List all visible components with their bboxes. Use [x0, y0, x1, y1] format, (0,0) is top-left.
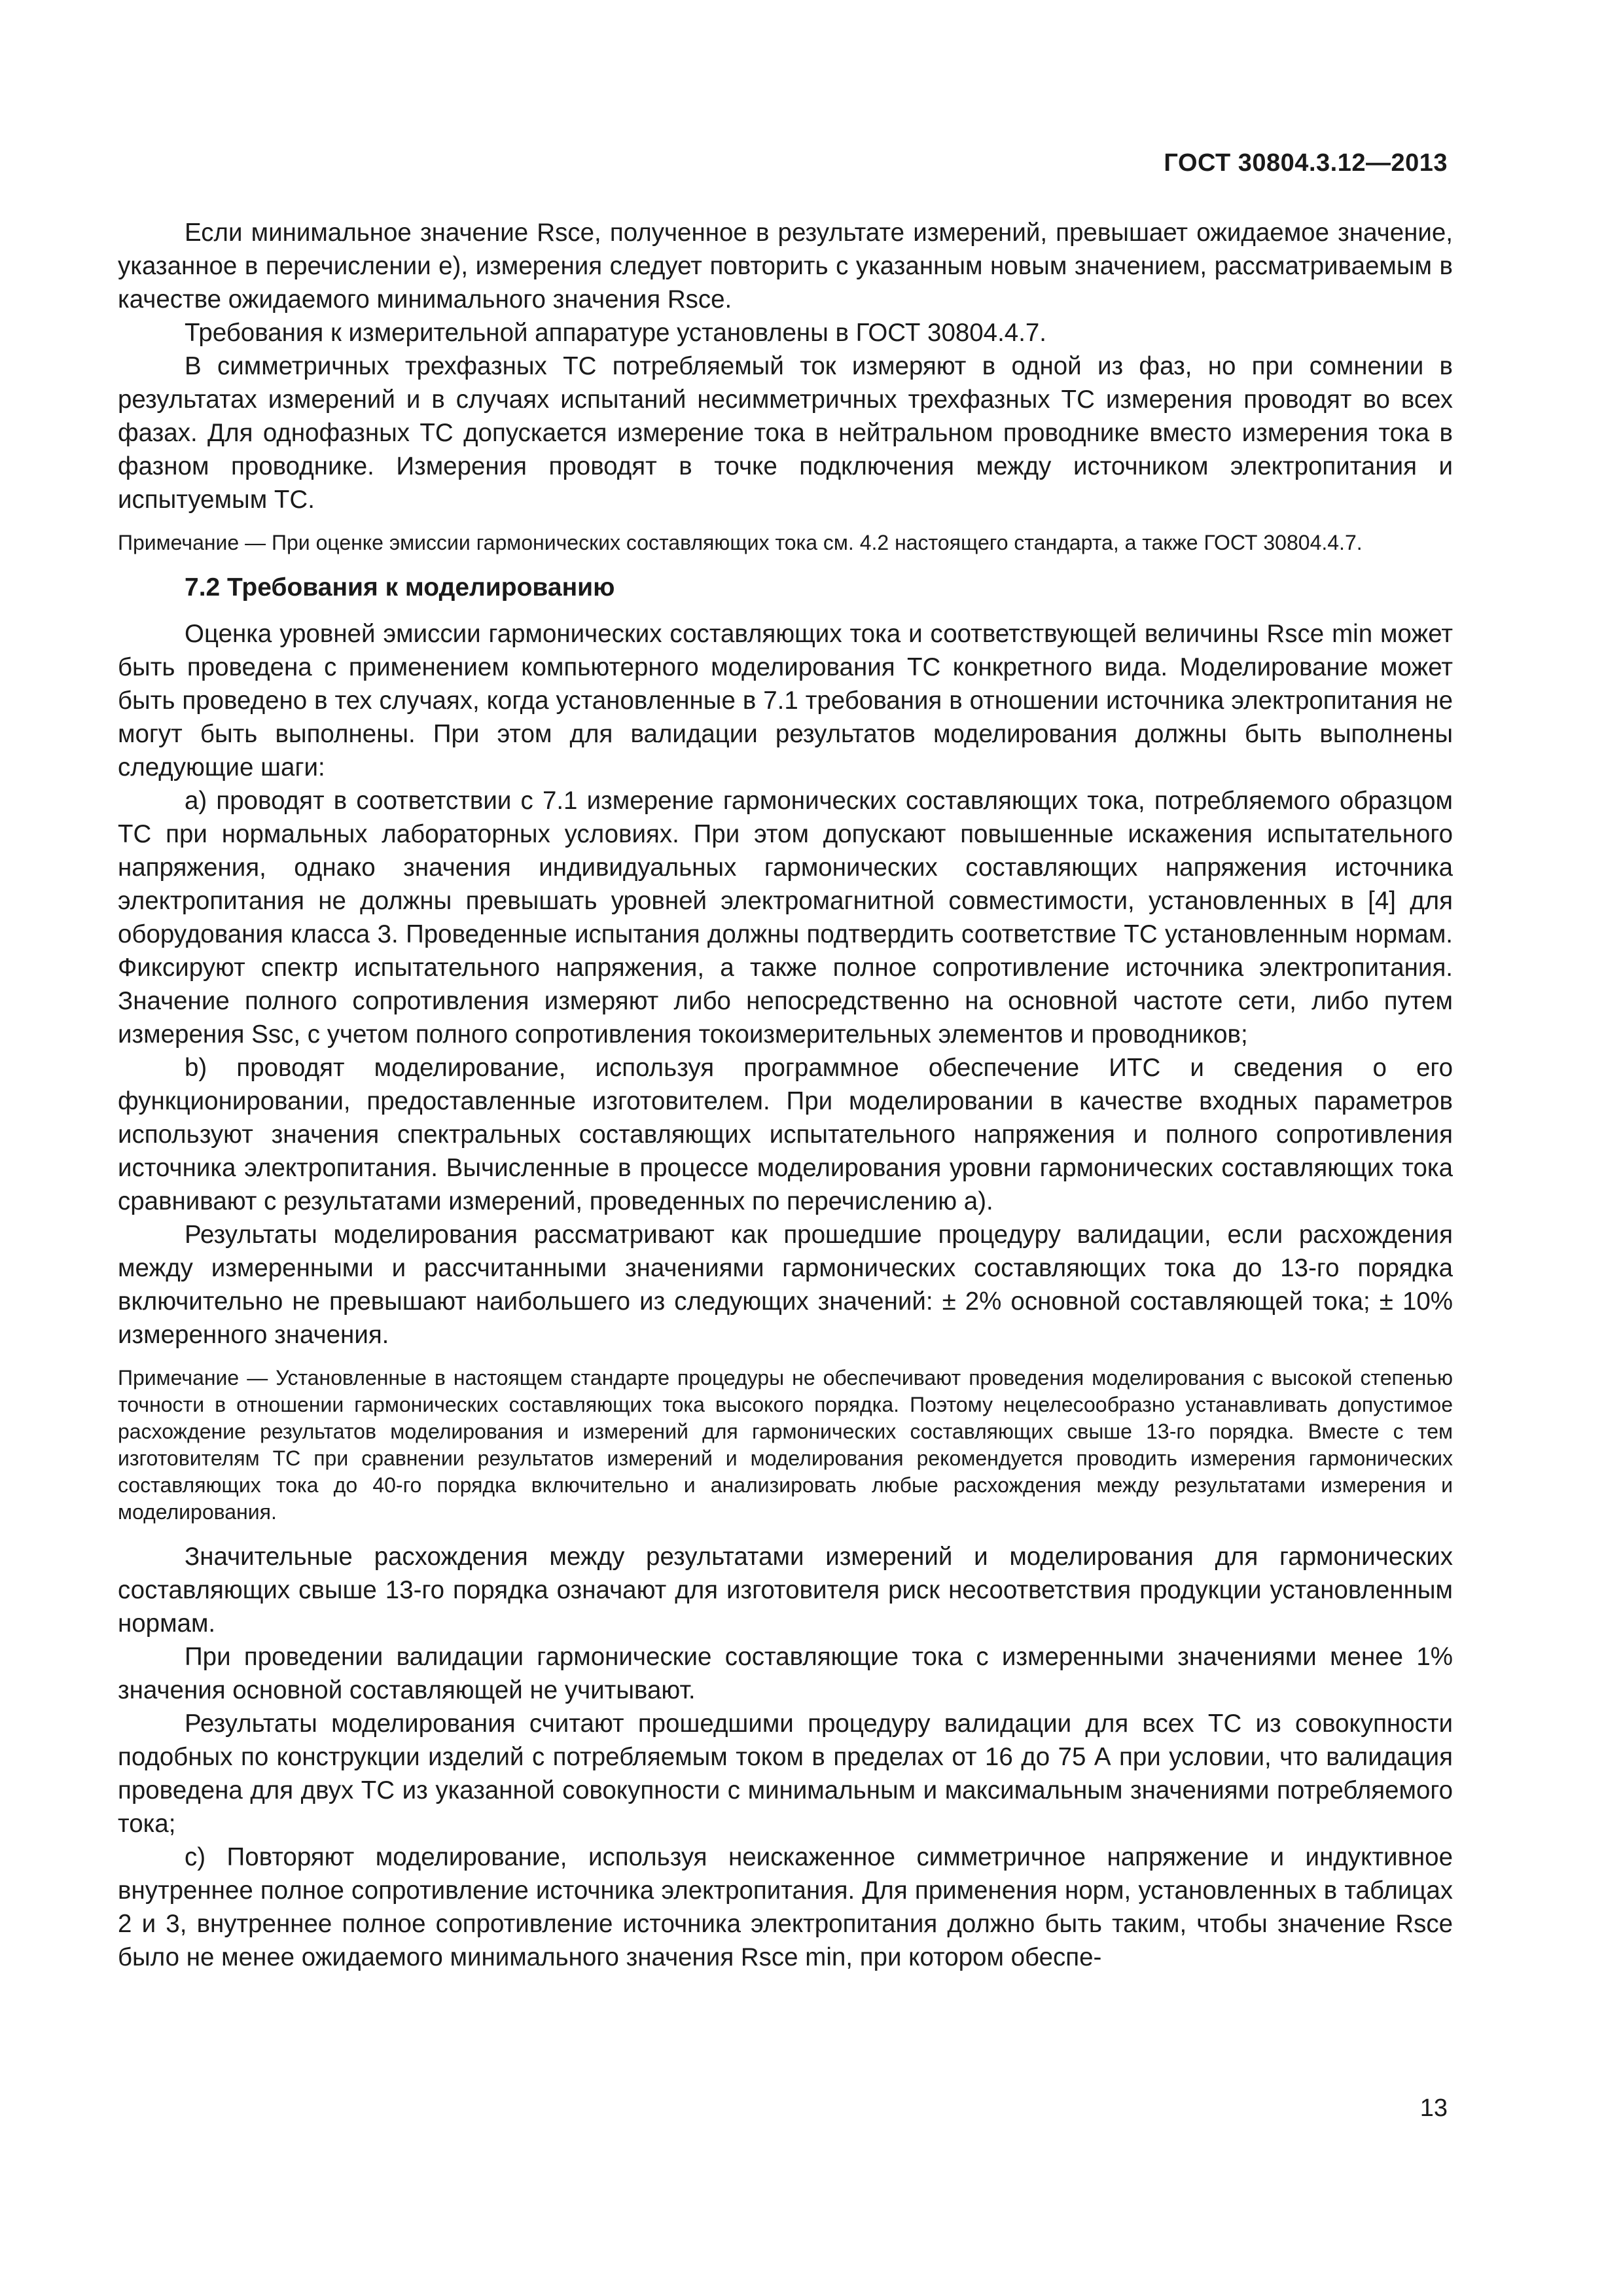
paragraph-8: Результаты моделирования считают прошедшими процедуру валидации для всех ТС из совокупности подобных по конструкции изделий с потребляемым током в пределах от 16 до 75 А при условии, что валидация проведена для двух ТС из указанной совокупности с минимальным и максимальным значениями потребляемого тока;: [118, 1710, 1453, 1838]
list-item-c: с) Повторяют моделирование, используя неискаженное симметричное напряжение и индуктивное внутреннее полное сопротивление источника электропитания. Для применения норм, установленных в таблицах 2 и 3, внутреннее полное сопротивление источника электропитания должно быть таким, чтобы значение Rsce было не менее ожидаемого минимального значения Rsce min, при котором обеспе-: [118, 1843, 1453, 1971]
paragraph-7: При проведении валидации гармонические составляющие тока с измеренными значениями менее 1% значения основной составляющей не учитывают.: [118, 1643, 1453, 1704]
paragraph-3: В симметричных трехфазных ТС потребляемый ток измеряют в одной из фаз, но при сомнении в результатах измерений и в случаях испытаний несимметричных трехфазных ТС измерения проводят во всех фазах. Для однофазных ТС допускается измерение тока в нейтральном проводнике вместо измерения тока в фазном проводнике. Измерения проводят в точке подключения между источником электропитания и испытуемым ТС.: [118, 352, 1453, 514]
section-heading: 7.2 Требования к моделированию: [185, 573, 615, 601]
paragraph-4: Оценка уровней эмиссии гармонических составляющих тока и соответствующей величины Rsce min может быть проведена с применением компьютерного моделирования ТС конкретного вида. Моделирование может быть проведено в тех случаях, когда установленные в 7.1 требования в отношении источника электропитания не могут быть выполнены. При этом для валидации результатов моделирования должны быть выполнены следующие шаги:: [118, 620, 1453, 781]
paragraph-2: Требования к измерительной аппаратуре установлены в ГОСТ 30804.4.7.: [185, 319, 1047, 347]
page-body: [118, 216, 1453, 1974]
paragraph-6: Значительные расхождения между результатами измерений и моделирования для гармонических составляющих свыше 13-го порядка означают для изготовителя риск несоответствия продукции установленным нормам.: [118, 1543, 1453, 1638]
paragraph-1: Если минимальное значение Rsce, полученное в результате измерений, превышает ожидаемое значение, указанное в перечислении е), измерения следует повторить с указанным новым значением, рассматриваемым в качестве ожидаемого минимального значения Rsce.: [118, 219, 1453, 314]
list-item-b: b) проводят моделирование, используя программное обеспечение ИТС и сведения о его функционировании, предоставленные изготовителем. При моделировании в качестве входных параметров используют значения спектральных составляющих испытательного напряжения и полного сопротивления источника электропитания. Вычисленные в процессе моделирования уровни гармонических составляющих тока сравнивают с результатами измерений, проведенных по перечислению а).: [118, 1054, 1453, 1215]
list-item-a: а) проводят в соответствии с 7.1 измерение гармонических составляющих тока, потребляемого образцом ТС при нормальных лабораторных условиях. При этом допускают повышенные искажения испытательного напряжения, однако значения индивидуальных гармонических составляющих напряжения источника электропитания не должны превышать уровней электромагнитной совместимости, установленных в [4] для оборудования класса 3. Проведенные испытания должны подтвердить соответствие ТС установленным нормам. Фиксируют спектр испытательного напряжения, а также полное сопротивление источника электропитания. Значение полного сопротивления измеряют либо непосредственно на основной частоте сети, либо путем измерения Ssc, с учетом полного сопротивления токоизмерительных элементов и проводников;: [118, 787, 1453, 1049]
page-number: 13: [1419, 2094, 1448, 2122]
paragraph-5: Результаты моделирования рассматривают как прошедшие процедуру валидации, если расхождения между измеренными и рассчитанными значениями гармонических составляющих тока до 13-го порядка включительно не превышают наибольшего из следующих значений: ± 2% основной составляющей тока; ± 10% измеренного значения.: [118, 1221, 1453, 1349]
document-header: ГОСТ 30804.3.12—2013: [1164, 149, 1448, 177]
note-2: Примечание — Установленные в настоящем стандарте процедуры не обеспечивают проведения моделирования с высокой степенью точности в отношении гармонических составляющих тока высокого порядка. Поэтому нецелесообразно устанавливать допустимое расхождение результатов моделирования и измерений для гармонических составляющих свыше 13-го порядка. Вместе с тем изготовителям ТС при сравнении результатов измерений и моделирования рекомендуется проводить измерения гармонических составляющих тока до 40-го порядка включительно и анализировать любые расхождения между результатами измерения и моделирования.: [118, 1366, 1453, 1524]
note-1: Примечание — При оценке эмиссии гармонических составляющих тока см. 4.2 настоящего стандарта, а также ГОСТ 30804.4.7.: [118, 531, 1363, 554]
